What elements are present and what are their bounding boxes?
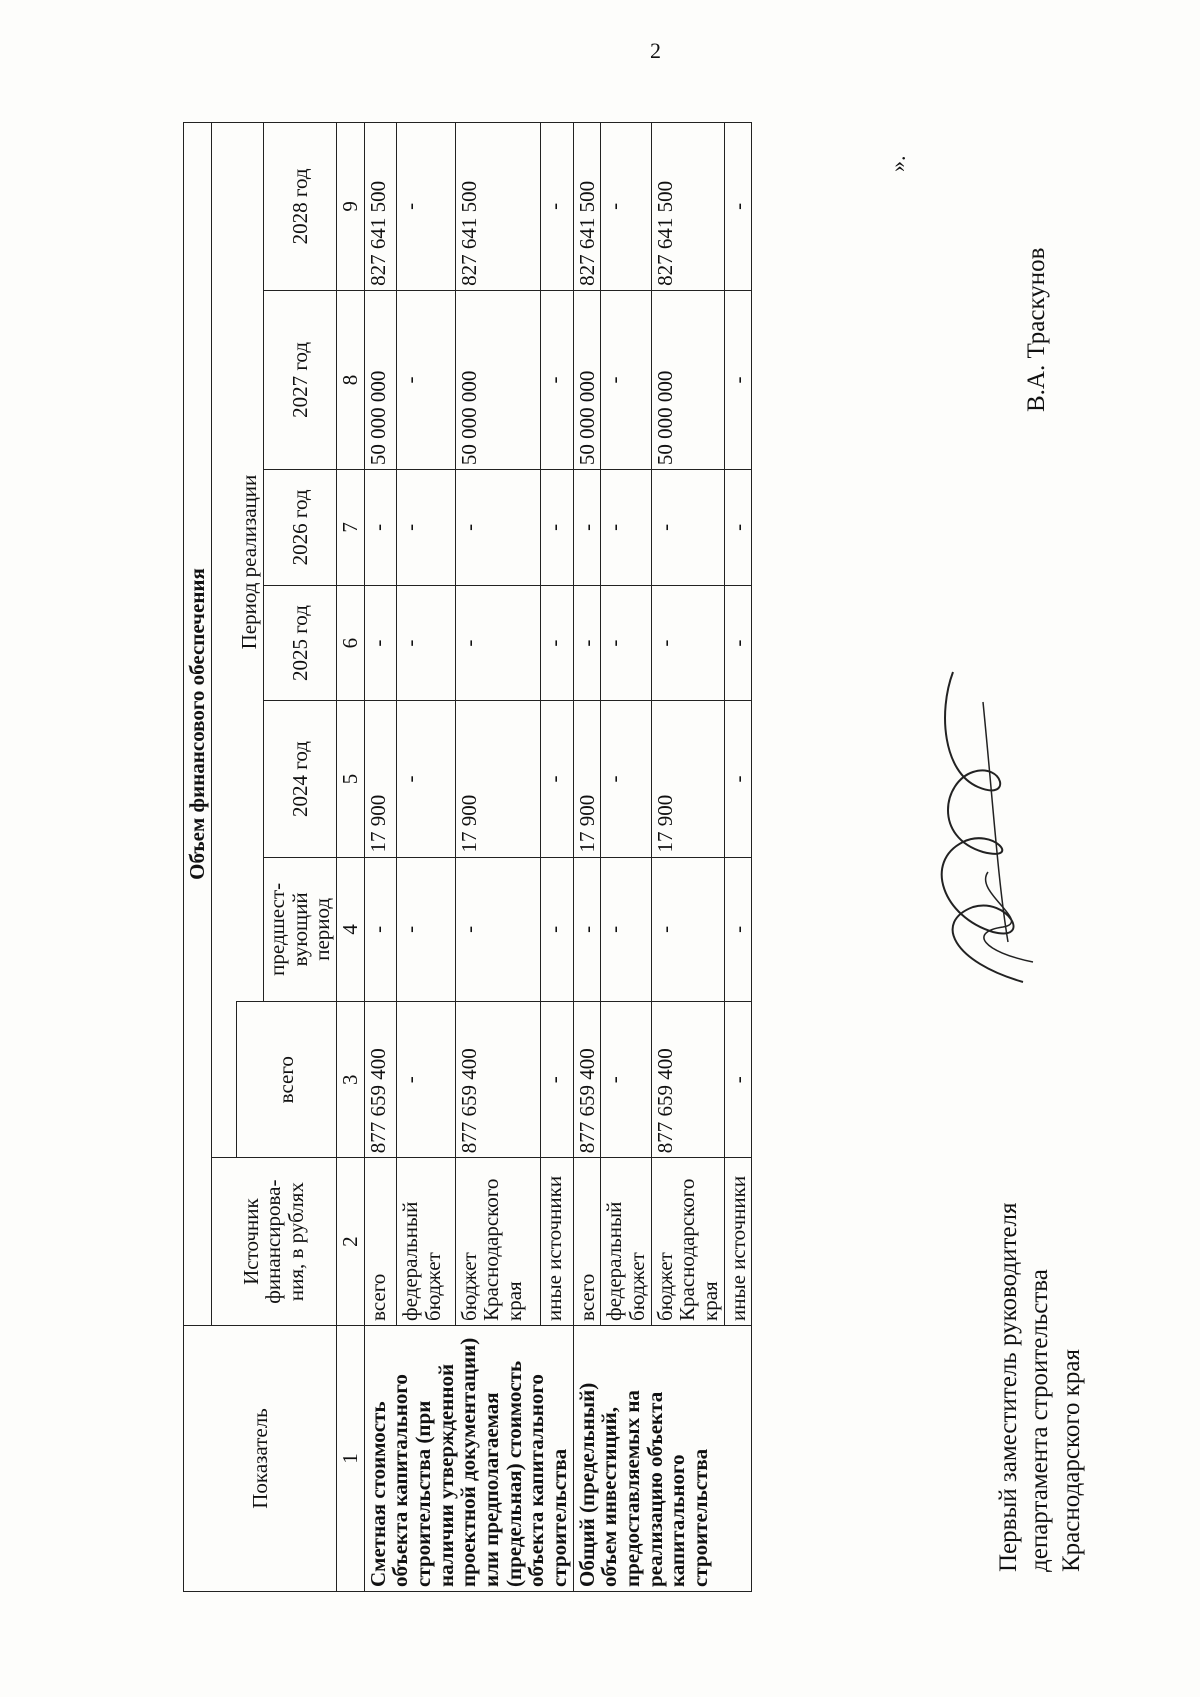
value-cell: - xyxy=(601,701,651,857)
value-cell: - xyxy=(601,470,651,586)
value-cell: 827 641 500 xyxy=(455,123,540,291)
value-cell: - xyxy=(573,470,601,586)
source-cell: федеральный бюджет xyxy=(601,1158,651,1326)
source-cell: иные источники xyxy=(724,1158,752,1326)
value-cell: - xyxy=(651,470,724,586)
value-cell: 827 641 500 xyxy=(364,123,396,291)
value-cell: - xyxy=(541,1002,573,1158)
value-cell: - xyxy=(541,470,573,586)
header-year: 2028 год xyxy=(263,123,336,291)
header-year: 2024 год xyxy=(263,701,336,857)
page-number: 2 xyxy=(650,38,661,63)
indicator-cell: Сметная стоимость объекта капитального строительства (при наличии утвержденной проектной документации) или предполагаемая (предельная) стоимость объекта капитального строительства xyxy=(364,1325,573,1591)
column-number: 1 xyxy=(336,1325,364,1591)
value-cell: 17 900 xyxy=(573,701,601,857)
column-number: 6 xyxy=(336,585,364,701)
value-cell: - xyxy=(724,470,752,586)
rotated-page-content xyxy=(173,122,1085,1592)
value-cell: - xyxy=(724,290,752,469)
source-cell: иные источники xyxy=(541,1158,573,1326)
column-number: 5 xyxy=(336,701,364,857)
value-cell: - xyxy=(541,290,573,469)
value-cell: 17 900 xyxy=(651,701,724,857)
value-cell: - xyxy=(364,857,396,1002)
value-cell: - xyxy=(573,585,601,701)
value-cell: - xyxy=(601,585,651,701)
value-cell: - xyxy=(541,701,573,857)
value-cell: - xyxy=(541,585,573,701)
closing-quote: ». xyxy=(885,155,910,172)
value-cell: 50 000 000 xyxy=(651,290,724,469)
value-cell: - xyxy=(651,585,724,701)
column-number: 7 xyxy=(336,470,364,586)
value-cell: - xyxy=(724,123,752,291)
value-cell: - xyxy=(396,585,455,701)
value-cell: - xyxy=(364,470,396,586)
value-cell: 50 000 000 xyxy=(573,290,601,469)
table-row xyxy=(364,123,396,1592)
header-total: всего xyxy=(236,1002,336,1158)
value-cell: - xyxy=(396,470,455,586)
value-cell: - xyxy=(455,857,540,1002)
header-source: Источник финансирова-ния, в рублях xyxy=(211,1158,336,1326)
value-cell: - xyxy=(651,857,724,1002)
source-cell: федеральный бюджет xyxy=(396,1158,455,1326)
value-cell: - xyxy=(396,1002,455,1158)
indicator-cell: Общий (предельный) объем инвестиций, предоставляемых на реализацию объекта капитального строительства xyxy=(573,1325,752,1591)
source-cell: всего xyxy=(364,1158,396,1326)
value-cell: - xyxy=(541,123,573,291)
value-cell: - xyxy=(724,857,752,1002)
column-number: 3 xyxy=(336,1002,364,1158)
value-cell: 877 659 400 xyxy=(651,1002,724,1158)
value-cell: 50 000 000 xyxy=(364,290,396,469)
header-year: 2027 год xyxy=(263,290,336,469)
value-cell: 877 659 400 xyxy=(573,1002,601,1158)
header-year: 2025 год xyxy=(263,585,336,701)
header-year: 2026 год xyxy=(263,470,336,586)
financing-table xyxy=(183,122,752,1592)
column-number: 9 xyxy=(336,123,364,291)
value-cell: 877 659 400 xyxy=(455,1002,540,1158)
value-cell: - xyxy=(396,857,455,1002)
value-cell: - xyxy=(396,701,455,857)
value-cell: - xyxy=(541,857,573,1002)
source-cell: бюджет Краснодарского края xyxy=(651,1158,724,1326)
table-body xyxy=(364,123,752,1592)
header-indicator: Показатель xyxy=(184,1325,337,1591)
column-number: 8 xyxy=(336,290,364,469)
source-cell: бюджет Краснодарского края xyxy=(455,1158,540,1326)
column-number: 4 xyxy=(336,857,364,1002)
source-cell: всего xyxy=(573,1158,601,1326)
header-period: Период реализации xyxy=(236,123,263,1002)
value-cell: - xyxy=(724,1002,752,1158)
header-title: Объем финансового обеспечения xyxy=(184,123,212,1326)
value-cell: - xyxy=(396,123,455,291)
table-row xyxy=(573,123,601,1592)
header-prev-period: предшест-вующий период xyxy=(263,857,336,1002)
value-cell: 827 641 500 xyxy=(573,123,601,291)
value-cell: 17 900 xyxy=(364,701,396,857)
value-cell: - xyxy=(601,857,651,1002)
value-cell: 827 641 500 xyxy=(651,123,724,291)
value-cell: - xyxy=(364,585,396,701)
value-cell: 50 000 000 xyxy=(455,290,540,469)
value-cell: - xyxy=(455,585,540,701)
value-cell: - xyxy=(724,701,752,857)
header-empty xyxy=(211,123,236,1158)
column-numbers-row xyxy=(336,123,364,1592)
value-cell: - xyxy=(455,470,540,586)
value-cell: - xyxy=(573,857,601,1002)
value-cell: - xyxy=(601,1002,651,1158)
signatory-name: В.А. Траскунов xyxy=(1023,247,1050,412)
value-cell: - xyxy=(601,290,651,469)
value-cell: 17 900 xyxy=(455,701,540,857)
column-number: 2 xyxy=(336,1158,364,1326)
handwritten-signature xyxy=(913,642,1053,1002)
signatory-title: Первый заместитель руководителя департамента строительства Краснодарского края xyxy=(995,1202,1085,1572)
value-cell: - xyxy=(396,290,455,469)
value-cell: - xyxy=(724,585,752,701)
value-cell: - xyxy=(601,123,651,291)
value-cell: 877 659 400 xyxy=(364,1002,396,1158)
